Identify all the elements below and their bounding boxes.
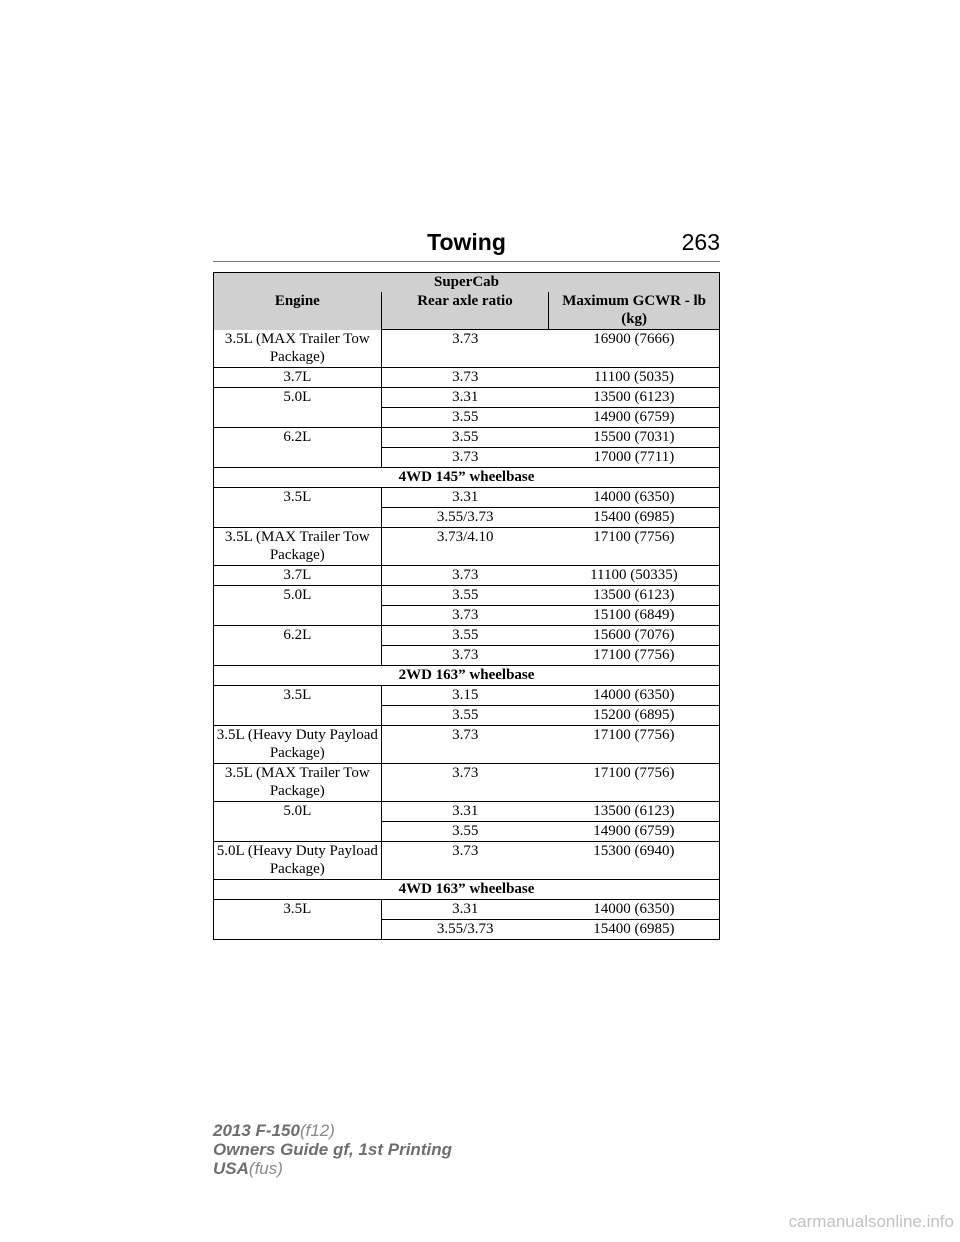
table-row <box>214 388 720 408</box>
column-header: Rear axle ratio <box>381 292 549 330</box>
axle-ratio-cell: 3.55/3.73 <box>381 920 549 940</box>
engine-cell <box>214 646 382 666</box>
axle-ratio-cell: 3.55 <box>381 822 549 842</box>
gcwr-cell: 16900 (7666) <box>549 330 720 368</box>
engine-cell <box>214 822 382 842</box>
gcwr-table <box>213 272 720 940</box>
gcwr-cell: 14900 (6759) <box>549 822 720 842</box>
engine-cell: 3.5L <box>214 686 382 706</box>
engine-cell: 3.5L (MAX Trailer Tow Package) <box>214 764 382 802</box>
axle-ratio-cell: 3.73 <box>381 606 549 626</box>
gcwr-cell: 14000 (6350) <box>549 488 720 508</box>
axle-ratio-cell: 3.55 <box>381 428 549 448</box>
gcwr-cell: 14900 (6759) <box>549 408 720 428</box>
table-row <box>214 686 720 706</box>
engine-cell <box>214 408 382 428</box>
table-row <box>214 586 720 606</box>
column-header: Engine <box>214 292 382 330</box>
gcwr-cell: 15100 (6849) <box>549 606 720 626</box>
gcwr-cell: 17000 (7711) <box>549 448 720 468</box>
table-row <box>214 842 720 880</box>
axle-ratio-cell: 3.55 <box>381 408 549 428</box>
engine-cell: 6.2L <box>214 626 382 646</box>
table-row <box>214 606 720 626</box>
engine-cell: 3.5L <box>214 900 382 920</box>
axle-ratio-cell: 3.55/3.73 <box>381 508 549 528</box>
gcwr-cell: 13500 (6123) <box>549 802 720 822</box>
footer-market-code: (fus) <box>248 1159 283 1178</box>
table-row <box>214 428 720 448</box>
gcwr-cell: 15200 (6895) <box>549 706 720 726</box>
footer-model: 2013 F-150 <box>213 1121 300 1140</box>
section-row <box>214 880 720 900</box>
table-row <box>214 566 720 586</box>
gcwr-cell: 13500 (6123) <box>549 586 720 606</box>
table-row <box>214 900 720 920</box>
table-row <box>214 528 720 566</box>
engine-cell: 3.5L (MAX Trailer Tow Package) <box>214 330 382 368</box>
axle-ratio-cell: 3.73 <box>381 448 549 468</box>
table-row <box>214 408 720 428</box>
engine-cell: 3.5L (MAX Trailer Tow Package) <box>214 528 382 566</box>
gcwr-cell: 14000 (6350) <box>549 900 720 920</box>
table-row <box>214 802 720 822</box>
engine-cell: 3.7L <box>214 368 382 388</box>
gcwr-cell: 17100 (7756) <box>549 646 720 666</box>
engine-cell: 5.0L (Heavy Duty Payload Package) <box>214 842 382 880</box>
gcwr-cell: 11100 (50335) <box>549 566 720 586</box>
footer-market: USA <box>213 1159 249 1178</box>
gcwr-cell: 14000 (6350) <box>549 686 720 706</box>
axle-ratio-cell: 3.55 <box>381 626 549 646</box>
axle-ratio-cell: 3.31 <box>381 488 549 508</box>
gcwr-cell: 15300 (6940) <box>549 842 720 880</box>
gcwr-cell: 15400 (6985) <box>549 508 720 528</box>
gcwr-cell: 11100 (5035) <box>549 368 720 388</box>
axle-ratio-cell: 3.73 <box>381 726 549 764</box>
section-heading: 4WD 163” wheelbase <box>214 880 720 900</box>
page-title: Towing <box>427 229 506 255</box>
engine-cell <box>214 448 382 468</box>
gcwr-cell: 15600 (7076) <box>549 626 720 646</box>
table-row <box>214 626 720 646</box>
section-row <box>214 468 720 488</box>
table-title: SuperCab <box>214 273 720 293</box>
gcwr-cell: 17100 (7756) <box>549 726 720 764</box>
axle-ratio-cell: 3.73/4.10 <box>381 528 549 566</box>
engine-cell: 5.0L <box>214 388 382 408</box>
engine-cell: 3.5L (Heavy Duty Payload Package) <box>214 726 382 764</box>
axle-ratio-cell: 3.31 <box>381 802 549 822</box>
table-row <box>214 706 720 726</box>
axle-ratio-cell: 3.73 <box>381 764 549 802</box>
gcwr-cell: 13500 (6123) <box>549 388 720 408</box>
gcwr-cell: 15400 (6985) <box>549 920 720 940</box>
axle-ratio-cell: 3.15 <box>381 686 549 706</box>
axle-ratio-cell: 3.73 <box>381 368 549 388</box>
axle-ratio-cell: 3.73 <box>381 842 549 880</box>
axle-ratio-cell: 3.55 <box>381 706 549 726</box>
table-row <box>214 646 720 666</box>
watermark: carmanualsonline.info <box>788 1212 954 1231</box>
engine-cell: 6.2L <box>214 428 382 448</box>
axle-ratio-cell: 3.31 <box>381 388 549 408</box>
section-row <box>214 666 720 686</box>
axle-ratio-cell: 3.55 <box>381 586 549 606</box>
gcwr-cell: 17100 (7756) <box>549 764 720 802</box>
table-row <box>214 508 720 528</box>
column-header: Maximum GCWR - lb (kg) <box>549 292 720 330</box>
engine-cell: 3.7L <box>214 566 382 586</box>
engine-cell <box>214 706 382 726</box>
table-row <box>214 488 720 508</box>
section-heading: 2WD 163” wheelbase <box>214 666 720 686</box>
axle-ratio-cell: 3.73 <box>381 566 549 586</box>
table-row <box>214 726 720 764</box>
gcwr-cell: 17100 (7756) <box>549 528 720 566</box>
table-row <box>214 368 720 388</box>
table-row <box>214 920 720 940</box>
gcwr-cell: 15500 (7031) <box>549 428 720 448</box>
table-row <box>214 330 720 368</box>
engine-cell <box>214 508 382 528</box>
axle-ratio-cell: 3.73 <box>381 646 549 666</box>
engine-cell: 5.0L <box>214 802 382 822</box>
page-header <box>213 225 720 262</box>
axle-ratio-cell: 3.31 <box>381 900 549 920</box>
table-row <box>214 822 720 842</box>
table-row <box>214 448 720 468</box>
engine-cell: 5.0L <box>214 586 382 606</box>
page-number: 263 <box>681 229 720 255</box>
engine-cell <box>214 606 382 626</box>
engine-cell: 3.5L <box>214 488 382 508</box>
footer-model-code: (f12) <box>299 1121 335 1140</box>
engine-cell <box>214 920 382 940</box>
footer-guide: Owners Guide gf, 1st Printing <box>213 1140 452 1159</box>
print-footer <box>213 1121 452 1178</box>
table-row <box>214 764 720 802</box>
section-heading: 4WD 145” wheelbase <box>214 468 720 488</box>
axle-ratio-cell: 3.73 <box>381 330 549 368</box>
